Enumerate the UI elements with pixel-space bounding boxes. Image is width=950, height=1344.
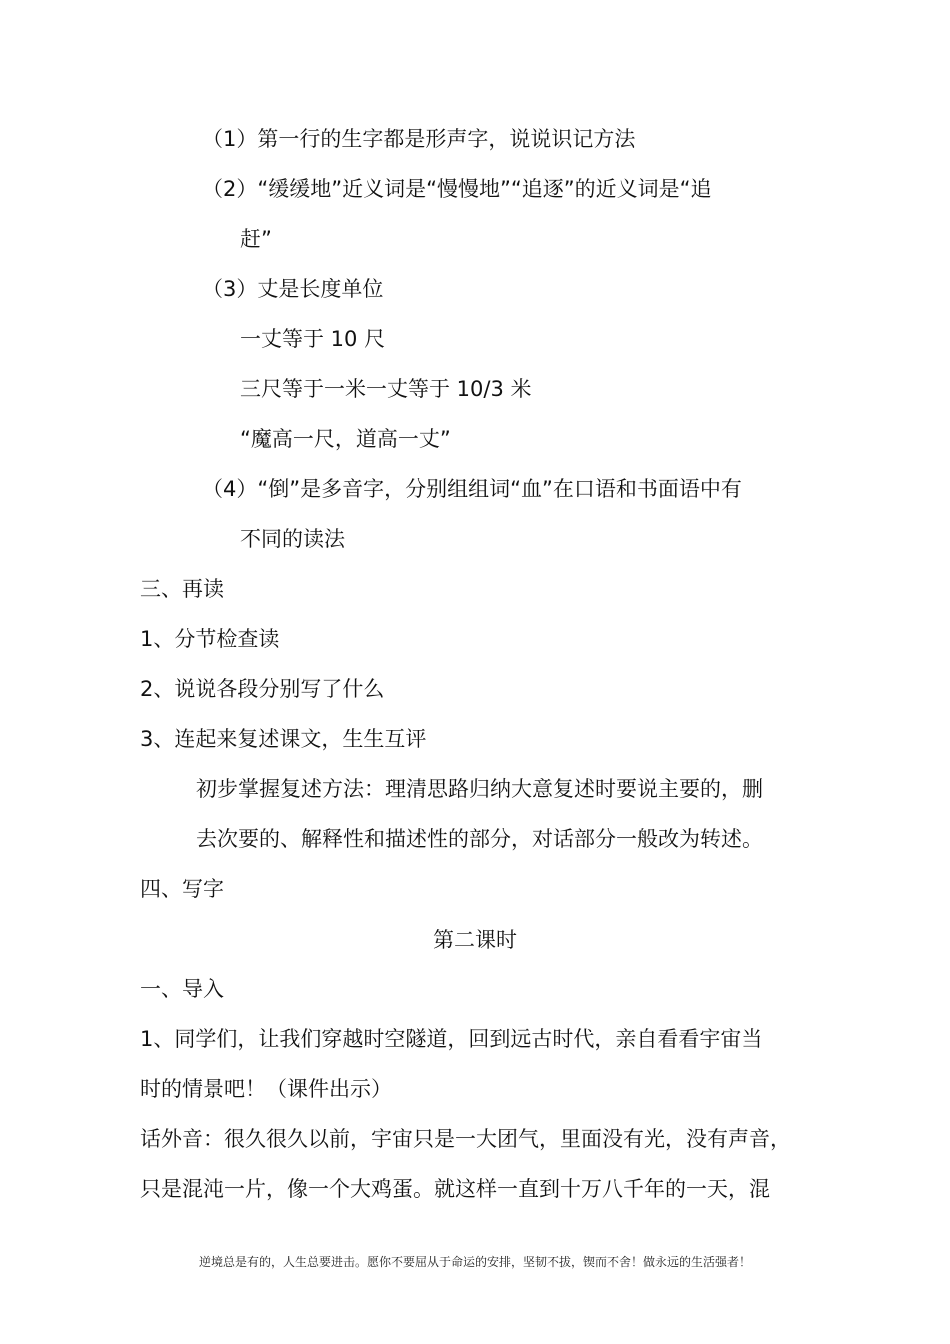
intro-line-2: 时的情景吧！（课件出示） — [140, 1077, 392, 1101]
list-item-2-cont: 赶” — [240, 227, 272, 251]
list-item-2: （2）“缓缓地”近义词是“慢慢地”“追逐”的近义词是“追 — [202, 177, 712, 201]
section-heading-3: 三、再读 — [140, 577, 224, 601]
list-item-3-sub-3: “魔高一尺，道高一丈” — [240, 427, 451, 451]
step-2: 2、说说各段分别写了什么 — [140, 677, 385, 701]
paragraph-line-2: 去次要的、解释性和描述性的部分，对话部分一般改为转述。 — [196, 827, 763, 851]
list-item-4: （4）“倒”是多音字，分别组组词“血”在口语和书面语中有 — [202, 477, 742, 501]
step-3: 3、连起来复述课文，生生互评 — [140, 727, 427, 751]
list-item-4-cont: 不同的读法 — [240, 527, 345, 551]
list-item-3: （3）丈是长度单位 — [202, 277, 384, 301]
lesson-title: 第二课时 — [433, 928, 517, 952]
list-item-3-sub-1: 一丈等于 10 尺 — [240, 327, 386, 351]
list-item-1: （1）第一行的生字都是形声字，说说识记方法 — [202, 127, 636, 151]
narration-line-1: 话外音：很久很久以前，宇宙只是一大团气，里面没有光，没有声音， — [140, 1127, 791, 1151]
intro-line-1: 1、同学们，让我们穿越时空隧道，回到远古时代，亲自看看宇宙当 — [140, 1027, 763, 1051]
paragraph-line-1: 初步掌握复述方法：理清思路归纳大意复述时要说主要的，删 — [196, 777, 763, 801]
step-1: 1、分节检查读 — [140, 627, 280, 651]
section-heading-4: 四、写字 — [140, 877, 224, 901]
section-heading-1: 一、导入 — [140, 977, 224, 1001]
list-item-3-sub-2: 三尺等于一米一丈等于 10/3 米 — [240, 377, 532, 401]
narration-line-2: 只是混沌一片，像一个大鸡蛋。就这样一直到十万八千年的一天，混 — [140, 1177, 770, 1201]
page-footer: 逆境总是有的，人生总要进击。愿你不要屈从于命运的安排，坚韧不拔，锲而不舍！做永远的生活强者！ — [198, 1255, 751, 1269]
